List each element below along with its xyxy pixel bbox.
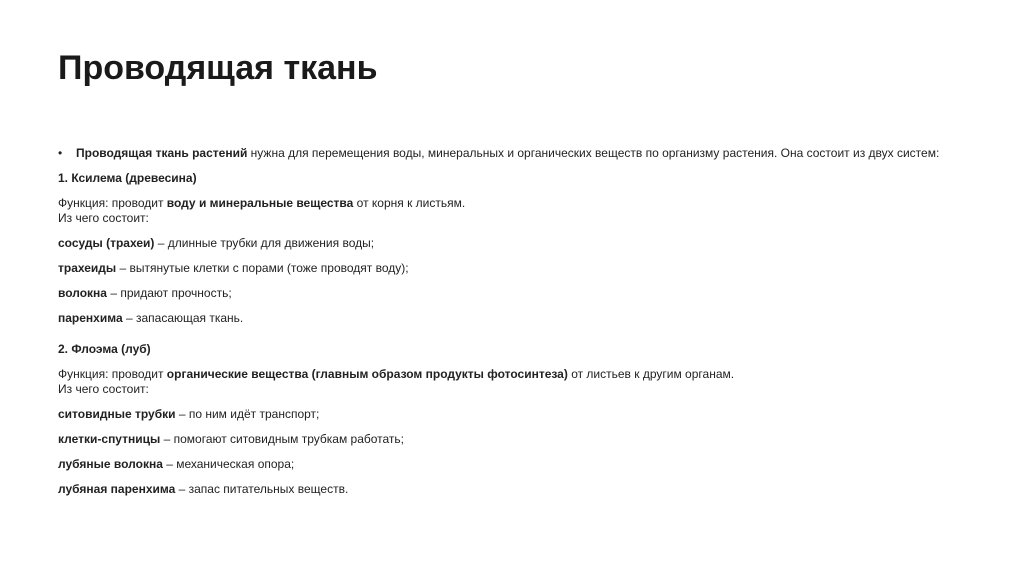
phloem-item-term: клетки-спутницы <box>58 432 161 446</box>
phloem-function: Функция: проводит органические вещества (главным образом продукты фотосинтеза) от листьев к другим органам. <box>58 367 735 381</box>
xylem-item <box>58 236 978 251</box>
phloem-item-term: ситовидные трубки <box>58 407 176 421</box>
xylem-item-desc: – запасающая ткань. <box>122 311 244 325</box>
xylem-function: Функция: проводит воду и минеральные вещества от корня к листьям. <box>58 196 466 210</box>
xylem-composition: Из чего состоит: <box>58 211 149 225</box>
phloem-function-bold: органические вещества (главным образом продукты фотосинтеза) <box>166 367 568 381</box>
phloem-item-term: лубяная паренхима <box>58 482 176 496</box>
phloem-item <box>58 482 978 497</box>
phloem-item <box>58 407 978 422</box>
phloem-item <box>58 432 978 447</box>
xylem-item <box>58 311 978 326</box>
phloem-item-term: лубяные волокна <box>58 457 163 471</box>
slide-title: Проводящая ткань <box>58 49 378 87</box>
xylem-item-term: трахеиды <box>58 261 117 275</box>
xylem-item-term: волокна <box>58 286 107 300</box>
intro-bold: Проводящая ткань растений <box>76 146 248 160</box>
xylem-heading: 1. Ксилема (древесина) <box>58 171 197 185</box>
intro-paragraph <box>58 146 978 161</box>
xylem-item-term: сосуды (трахеи) <box>58 236 155 250</box>
xylem-function-bold: воду и минеральные вещества <box>166 196 354 210</box>
intro-rest: нужна для перемещения воды, минеральных и органических веществ по организму растения. Она состоит из двух систем: <box>247 146 940 160</box>
phloem-item-desc: – запас питательных веществ. <box>175 482 349 496</box>
bullet-icon: • <box>58 146 63 160</box>
phloem-item-desc: – механическая опора; <box>162 457 295 471</box>
xylem-item-desc: – придают прочность; <box>106 286 232 300</box>
xylem-item <box>58 286 978 301</box>
phloem-item-desc: – помогают ситовидным трубкам работать; <box>160 432 405 446</box>
xylem-item-desc: – длинные трубки для движения воды; <box>154 236 375 250</box>
phloem-composition: Из чего состоит: <box>58 382 149 396</box>
phloem-item <box>58 457 978 472</box>
xylem-item-desc: – вытянутые клетки с порами (тоже проводят воду); <box>116 261 409 275</box>
xylem-item-term: паренхима <box>58 311 123 325</box>
intro-text <box>76 146 939 161</box>
slide-body <box>58 146 978 497</box>
xylem-item <box>58 261 978 276</box>
phloem-heading: 2. Флоэма (луб) <box>58 342 151 356</box>
phloem-item-desc: – по ним идёт транспорт; <box>175 407 320 421</box>
